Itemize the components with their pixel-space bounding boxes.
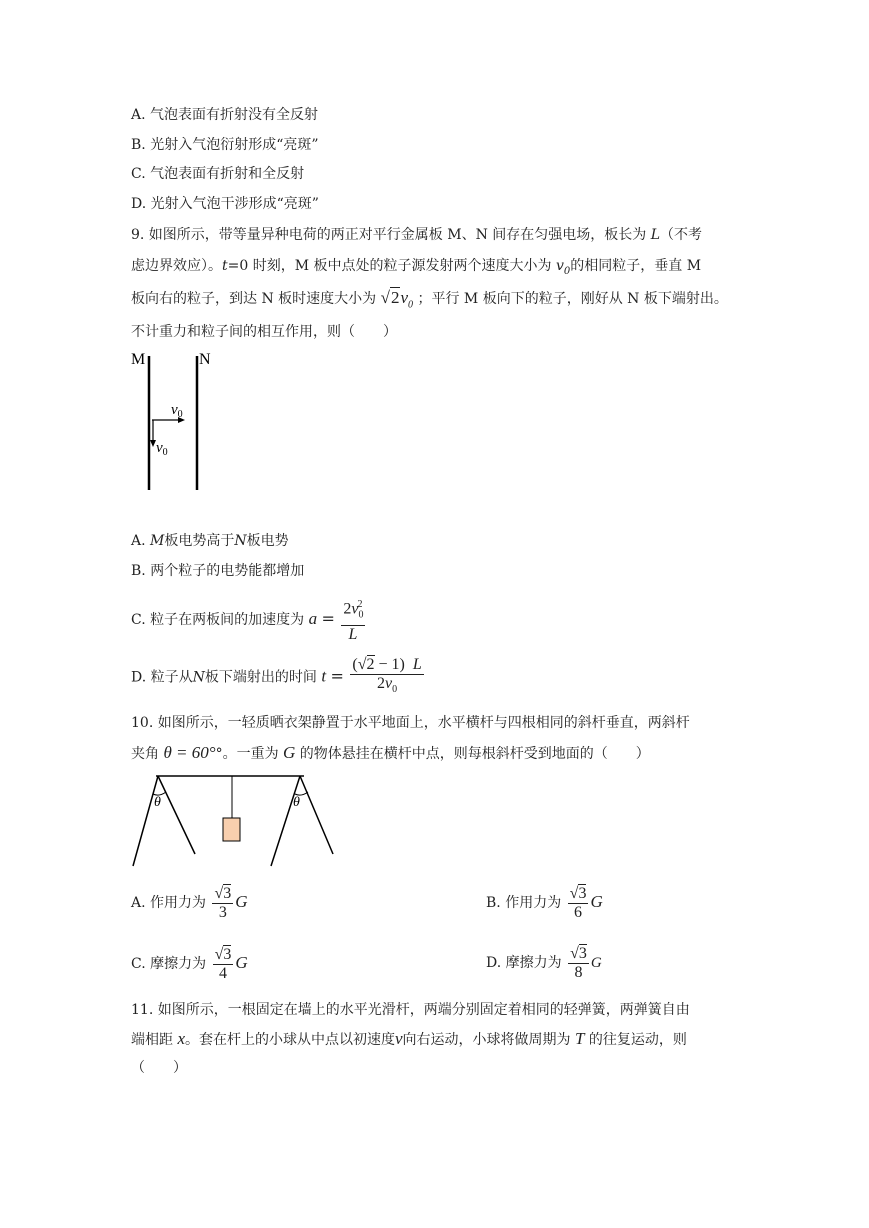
q9-option-a: A. M板电势高于N板电势 bbox=[131, 533, 289, 549]
q9-plates-figure bbox=[128, 348, 218, 498]
velocity-label-right: $v_0$ bbox=[171, 402, 183, 420]
q9-stem-line2: 虑边界效应）。t=0 时刻，M 板中点处的粒子源发射两个速度大小为 $v_0$的相同粒子，垂直 M bbox=[131, 258, 702, 277]
right-theta-label: θ bbox=[293, 795, 300, 810]
plate-n-label: N bbox=[199, 351, 211, 368]
acceleration-fraction: $\frac{2v_0^2}{L}$ bbox=[341, 596, 364, 644]
q9-stem-line1: 9. 如图所示，带等量异种电荷的两正对平行金属板 M、N 间存在匀强电场，板长为 L（不考 bbox=[131, 227, 703, 243]
q11-stem-line2: 端相距 x。套在杆上的小球从中点以初速度v向右运动，小球将做周期为 T 的往复运动，则 bbox=[131, 1029, 687, 1048]
q8-option-c: C. 气泡表面有折射和全反射 bbox=[131, 166, 305, 182]
left-theta-label: θ bbox=[154, 795, 161, 810]
q8-option-d: D. 光射入气泡干涉形成“亮斑” bbox=[131, 196, 319, 212]
q9-stem-line3: 板向右的粒子，到达 N 板时速度大小为 $√2v_0$ ；平行 M 板向下的粒子，刚好从 N 板下端射出。 bbox=[131, 288, 728, 311]
velocity-label-down: $v_0$ bbox=[156, 440, 168, 458]
q10-option-c: C. 摩擦力为 $\frac{√3}{4}$ G bbox=[131, 945, 248, 982]
q9-option-c: C. 粒子在两板间的加速度为 a = $\frac{2v_0^2}{L}$ bbox=[131, 596, 367, 644]
q10-rack-figure bbox=[128, 770, 340, 870]
q8-option-a: A. 气泡表面有折射没有全反射 bbox=[131, 107, 319, 123]
q11-stem-line1: 11. 如图所示，一根固定在墙上的水平光滑杆，两端分别固定着相同的轻弹簧，两弹簧自由 bbox=[131, 1002, 690, 1018]
left-leg-inner bbox=[158, 776, 195, 854]
q8-option-b: B. 光射入气泡衍射形成“亮斑” bbox=[131, 137, 319, 153]
q9-option-d: D. 粒子从N板下端射出的时间 t = $\frac{(√2 - 1) L}{2v_0}$ bbox=[131, 656, 426, 699]
right-leg-outer bbox=[271, 776, 300, 866]
q10-option-b: B. 作用力为 $\frac{√3}{6}$ G bbox=[486, 884, 603, 921]
q9-option-b: B. 两个粒子的电势能都增加 bbox=[131, 563, 305, 579]
q10-stem-line2: 夹角 θ = 60°°。一重为 G 的物体悬挂在横杆中点，则每根斜杆受到地面的（ ） bbox=[131, 743, 650, 762]
left-leg-outer bbox=[133, 776, 158, 866]
right-leg-inner bbox=[300, 776, 333, 854]
hanging-object bbox=[223, 818, 240, 841]
q9-stem-line4: 不计重力和粒子间的相互作用，则（ ） bbox=[131, 324, 397, 340]
q10-option-d: D. 摩擦力为 $\frac{√3}{8}$ G bbox=[486, 944, 602, 981]
time-fraction: $\frac{(√2 - 1) L}{2v_0}$ bbox=[352, 656, 422, 696]
q10-option-a: A. 作用力为 $\frac{√3}{3}$ G bbox=[131, 884, 248, 921]
q10-stem-line1: 10. 如图所示，一轻质晒衣架静置于水平地面上，水平横杆与四根相同的斜杆垂直，两斜杆 bbox=[131, 715, 690, 731]
sqrt2-v0-expr: $√2v_0$ bbox=[380, 288, 413, 311]
q11-stem-line3: （ ） bbox=[131, 1060, 187, 1076]
plate-m-label: M bbox=[131, 351, 146, 368]
